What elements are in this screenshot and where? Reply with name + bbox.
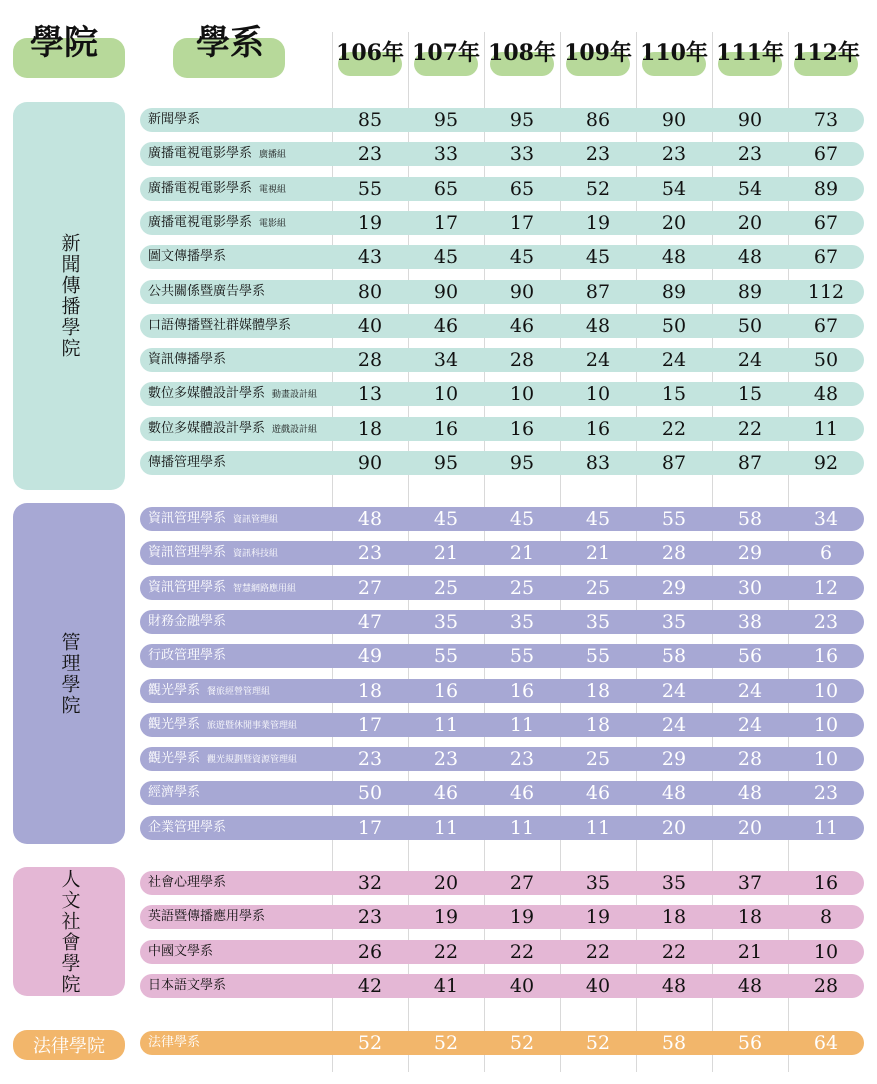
quota-value: 11	[433, 817, 459, 839]
quota-value: 52	[585, 1032, 611, 1054]
quota-value: 23	[357, 143, 383, 165]
quota-value: 21	[509, 542, 535, 564]
department-label: 傳播管理學系	[148, 455, 227, 470]
department-label: 資訊管理學系	[148, 545, 227, 560]
quota-value: 45	[433, 246, 459, 268]
quota-value: 32	[357, 872, 383, 894]
quota-value: 40	[357, 315, 383, 337]
quota-value: 45	[509, 246, 535, 268]
quota-value: 10	[433, 383, 459, 405]
department-name	[148, 610, 226, 634]
department-subgroup: 旅遊暨休閒事業管理組	[207, 721, 298, 731]
quota-value: 24	[737, 714, 763, 736]
quota-value: 10	[813, 941, 839, 963]
quota-value: 20	[661, 212, 687, 234]
quota-value: 55	[433, 645, 459, 667]
quota-value: 16	[433, 418, 459, 440]
quota-value: 73	[813, 109, 839, 131]
quota-value: 50	[813, 349, 839, 371]
quota-value: 22	[509, 941, 535, 963]
quota-value: 37	[737, 872, 763, 894]
quota-value: 30	[737, 577, 763, 599]
quota-value: 65	[509, 178, 535, 200]
department-subgroup: 廣播組	[259, 150, 287, 160]
quota-value: 58	[661, 1032, 687, 1054]
quota-value: 23	[357, 542, 383, 564]
quota-value: 24	[661, 680, 687, 702]
quota-value: 95	[433, 452, 459, 474]
department-name	[148, 679, 270, 703]
quota-value: 55	[357, 178, 383, 200]
quota-value: 18	[357, 418, 383, 440]
quota-value: 23	[661, 143, 687, 165]
quota-value: 23	[509, 748, 535, 770]
department-name	[148, 1031, 200, 1055]
quota-value: 67	[813, 246, 839, 268]
quota-value: 89	[813, 178, 839, 200]
quota-value: 18	[357, 680, 383, 702]
quota-value: 46	[433, 782, 459, 804]
quota-value: 16	[433, 680, 459, 702]
quota-value: 29	[661, 748, 687, 770]
department-label: 法律學系	[148, 1035, 201, 1050]
quota-value: 24	[737, 680, 763, 702]
department-label: 新聞學系	[148, 112, 201, 127]
quota-value: 16	[813, 645, 839, 667]
department-name	[148, 940, 213, 964]
quota-value: 42	[357, 975, 383, 997]
department-label: 數位多媒體設計學系	[148, 386, 266, 401]
college-name: 人文社會學院	[58, 868, 81, 995]
quota-value: 52	[357, 1032, 383, 1054]
quota-value: 15	[661, 383, 687, 405]
quota-value: 21	[737, 941, 763, 963]
quota-value: 85	[357, 109, 383, 131]
quota-value: 35	[509, 611, 535, 633]
college-name: 新聞傳播學院	[58, 233, 81, 359]
quota-value: 46	[509, 315, 535, 337]
quota-value: 25	[433, 577, 459, 599]
college-header-label: 學院	[30, 23, 98, 63]
department-subgroup: 智慧網路應用組	[233, 584, 297, 594]
quota-value: 19	[357, 212, 383, 234]
department-label: 中國文學系	[148, 944, 214, 959]
quota-value: 28	[509, 349, 535, 371]
quota-value: 22	[661, 941, 687, 963]
year-header: 112年	[792, 40, 860, 66]
department-label: 觀光學系	[148, 683, 201, 698]
quota-value: 24	[661, 349, 687, 371]
quota-value: 11	[585, 817, 611, 839]
quota-value: 67	[813, 212, 839, 234]
quota-value: 24	[585, 349, 611, 371]
quota-value: 15	[737, 383, 763, 405]
quota-value: 10	[813, 714, 839, 736]
department-name	[148, 974, 226, 998]
quota-value: 95	[509, 109, 535, 131]
quota-value: 90	[433, 281, 459, 303]
quota-value: 19	[509, 906, 535, 928]
department-subgroup: 動畫設計組	[272, 390, 318, 400]
quota-value: 86	[585, 109, 611, 131]
quota-value: 52	[509, 1032, 535, 1054]
quota-value: 48	[737, 975, 763, 997]
quota-value: 20	[737, 212, 763, 234]
department-subgroup: 餐旅經營管理組	[207, 687, 271, 697]
college-name: 法律學院	[33, 1036, 105, 1057]
department-subgroup: 觀光規劃暨資源管理組	[207, 755, 298, 765]
quota-value: 29	[661, 577, 687, 599]
quota-value: 47	[357, 611, 383, 633]
year-header: 111年	[716, 40, 784, 66]
department-label: 廣播電視電影學系	[148, 181, 253, 196]
quota-value: 90	[661, 109, 687, 131]
quota-value: 46	[433, 315, 459, 337]
department-label: 觀光學系	[148, 751, 201, 766]
quota-value: 46	[509, 782, 535, 804]
quota-value: 45	[509, 508, 535, 530]
department-name	[148, 713, 297, 737]
quota-value: 34	[813, 508, 839, 530]
quota-value: 67	[813, 143, 839, 165]
quota-value: 11	[813, 418, 839, 440]
department-subgroup: 遊戲設計組	[272, 425, 318, 435]
quota-value: 80	[357, 281, 383, 303]
department-name	[148, 871, 226, 895]
quota-value: 22	[737, 418, 763, 440]
department-label: 資訊傳播學系	[148, 352, 227, 367]
quota-value: 28	[737, 748, 763, 770]
quota-value: 11	[509, 714, 535, 736]
quota-value: 58	[661, 645, 687, 667]
quota-value: 90	[357, 452, 383, 474]
quota-value: 90	[509, 281, 535, 303]
quota-value: 56	[737, 645, 763, 667]
quota-value: 17	[509, 212, 535, 234]
department-label: 數位多媒體設計學系	[148, 421, 266, 436]
quota-value: 11	[433, 714, 459, 736]
quota-value: 95	[509, 452, 535, 474]
quota-value: 23	[813, 782, 839, 804]
department-name	[148, 108, 200, 132]
department-name	[148, 507, 278, 531]
quota-value: 67	[813, 315, 839, 337]
quota-value: 22	[585, 941, 611, 963]
quota-value: 40	[509, 975, 535, 997]
department-name	[148, 816, 226, 840]
department-label: 資訊管理學系	[148, 580, 227, 595]
department-name	[148, 644, 226, 668]
quota-value: 35	[433, 611, 459, 633]
quota-value: 55	[509, 645, 535, 667]
quota-value: 24	[737, 349, 763, 371]
quota-value: 48	[661, 782, 687, 804]
quota-value: 10	[585, 383, 611, 405]
department-name	[148, 382, 317, 406]
department-label: 圖文傳播學系	[148, 249, 227, 264]
department-name	[148, 142, 286, 166]
department-name	[148, 747, 297, 771]
quota-value: 48	[737, 782, 763, 804]
quota-value: 50	[661, 315, 687, 337]
quota-value: 87	[585, 281, 611, 303]
department-name	[148, 781, 200, 805]
quota-value: 19	[433, 906, 459, 928]
department-label: 日本語文學系	[148, 978, 227, 993]
quota-value: 11	[509, 817, 535, 839]
year-header: 106年	[336, 40, 404, 66]
quota-value: 50	[737, 315, 763, 337]
quota-value: 23	[585, 143, 611, 165]
quota-value: 8	[819, 906, 833, 928]
quota-value: 48	[661, 975, 687, 997]
quota-value: 49	[357, 645, 383, 667]
quota-value: 33	[509, 143, 535, 165]
dept-header-label: 學系	[196, 23, 264, 63]
quota-value: 20	[661, 817, 687, 839]
quota-value: 29	[737, 542, 763, 564]
quota-value: 20	[737, 817, 763, 839]
quota-value: 58	[737, 508, 763, 530]
quota-value: 23	[813, 611, 839, 633]
quota-value: 48	[737, 246, 763, 268]
department-name	[148, 245, 226, 269]
department-name	[148, 348, 226, 372]
quota-value: 26	[357, 941, 383, 963]
quota-value: 6	[819, 542, 833, 564]
quota-value: 48	[357, 508, 383, 530]
quota-value: 87	[737, 452, 763, 474]
quota-value: 11	[813, 817, 839, 839]
quota-value: 83	[585, 452, 611, 474]
quota-value: 25	[585, 748, 611, 770]
department-name	[148, 177, 286, 201]
quota-value: 23	[357, 906, 383, 928]
quota-value: 46	[585, 782, 611, 804]
department-subgroup: 資訊管理組	[233, 515, 279, 525]
department-name	[148, 211, 286, 235]
department-name	[148, 541, 278, 565]
department-name	[148, 576, 296, 600]
quota-value: 35	[661, 872, 687, 894]
quota-value: 17	[357, 817, 383, 839]
department-label: 英語暨傳播應用學系	[148, 909, 266, 924]
quota-value: 87	[661, 452, 687, 474]
quota-value: 10	[813, 680, 839, 702]
quota-value: 43	[357, 246, 383, 268]
quota-value: 56	[737, 1032, 763, 1054]
quota-value: 18	[585, 680, 611, 702]
quota-value: 45	[585, 508, 611, 530]
quota-value: 90	[737, 109, 763, 131]
quota-value: 20	[433, 872, 459, 894]
year-header: 109年	[564, 40, 632, 66]
quota-value: 52	[433, 1032, 459, 1054]
department-label: 社會心理學系	[148, 875, 227, 890]
quota-value: 55	[661, 508, 687, 530]
quota-value: 18	[737, 906, 763, 928]
quota-value: 50	[357, 782, 383, 804]
quota-value: 89	[661, 281, 687, 303]
quota-value: 18	[661, 906, 687, 928]
quota-value: 21	[433, 542, 459, 564]
quota-value: 25	[585, 577, 611, 599]
quota-value: 34	[433, 349, 459, 371]
department-name	[148, 314, 291, 338]
quota-value: 16	[585, 418, 611, 440]
quota-value: 28	[661, 542, 687, 564]
quota-value: 21	[585, 542, 611, 564]
quota-value: 38	[737, 611, 763, 633]
department-name	[148, 280, 265, 304]
department-label: 財務金融學系	[148, 614, 227, 629]
department-subgroup: 電影組	[259, 219, 287, 229]
quota-value: 48	[661, 246, 687, 268]
department-label: 經濟學系	[148, 785, 201, 800]
quota-value: 17	[357, 714, 383, 736]
department-label: 公共關係暨廣告學系	[148, 284, 266, 299]
department-name	[148, 417, 317, 441]
quota-value: 55	[585, 645, 611, 667]
quota-value: 33	[433, 143, 459, 165]
quota-value: 28	[813, 975, 839, 997]
quota-value: 24	[661, 714, 687, 736]
department-label: 行政管理學系	[148, 648, 227, 663]
quota-value: 65	[433, 178, 459, 200]
quota-value: 28	[357, 349, 383, 371]
quota-value: 112	[807, 281, 845, 303]
quota-value: 40	[585, 975, 611, 997]
quota-value: 45	[585, 246, 611, 268]
quota-value: 25	[509, 577, 535, 599]
department-subgroup: 資訊科技組	[233, 549, 279, 559]
department-label: 觀光學系	[148, 717, 201, 732]
quota-value: 18	[585, 714, 611, 736]
year-header: 108年	[488, 40, 556, 66]
department-label: 廣播電視電影學系	[148, 146, 253, 161]
department-name	[148, 451, 226, 475]
quota-value: 48	[813, 383, 839, 405]
quota-value: 35	[661, 611, 687, 633]
quota-value: 35	[585, 611, 611, 633]
quota-value: 16	[813, 872, 839, 894]
quota-value: 10	[813, 748, 839, 770]
quota-value: 95	[433, 109, 459, 131]
quota-value: 27	[509, 872, 535, 894]
quota-value: 19	[585, 906, 611, 928]
quota-value: 17	[433, 212, 459, 234]
quota-value: 89	[737, 281, 763, 303]
quota-value: 92	[813, 452, 839, 474]
quota-value: 22	[433, 941, 459, 963]
quota-value: 48	[585, 315, 611, 337]
quota-value: 23	[433, 748, 459, 770]
quota-value: 54	[737, 178, 763, 200]
quota-value: 35	[585, 872, 611, 894]
department-label: 廣播電視電影學系	[148, 215, 253, 230]
quota-value: 16	[509, 418, 535, 440]
department-label: 口語傳播暨社群媒體學系	[148, 318, 292, 333]
department-label: 企業管理學系	[148, 820, 227, 835]
quota-value: 45	[433, 508, 459, 530]
quota-value: 27	[357, 577, 383, 599]
department-subgroup: 電視組	[259, 185, 287, 195]
year-header: 110年	[640, 40, 708, 66]
quota-value: 52	[585, 178, 611, 200]
quota-value: 10	[509, 383, 535, 405]
quota-value: 16	[509, 680, 535, 702]
quota-value: 19	[585, 212, 611, 234]
college-name: 管理學院	[58, 631, 81, 716]
quota-value: 64	[813, 1032, 839, 1054]
quota-value: 13	[357, 383, 383, 405]
quota-value: 23	[357, 748, 383, 770]
quota-value: 23	[737, 143, 763, 165]
quota-value: 22	[661, 418, 687, 440]
quota-value: 12	[813, 577, 839, 599]
department-label: 資訊管理學系	[148, 511, 227, 526]
quota-value: 54	[661, 178, 687, 200]
year-header: 107年	[412, 40, 480, 66]
quota-value: 41	[433, 975, 459, 997]
department-name	[148, 905, 265, 929]
